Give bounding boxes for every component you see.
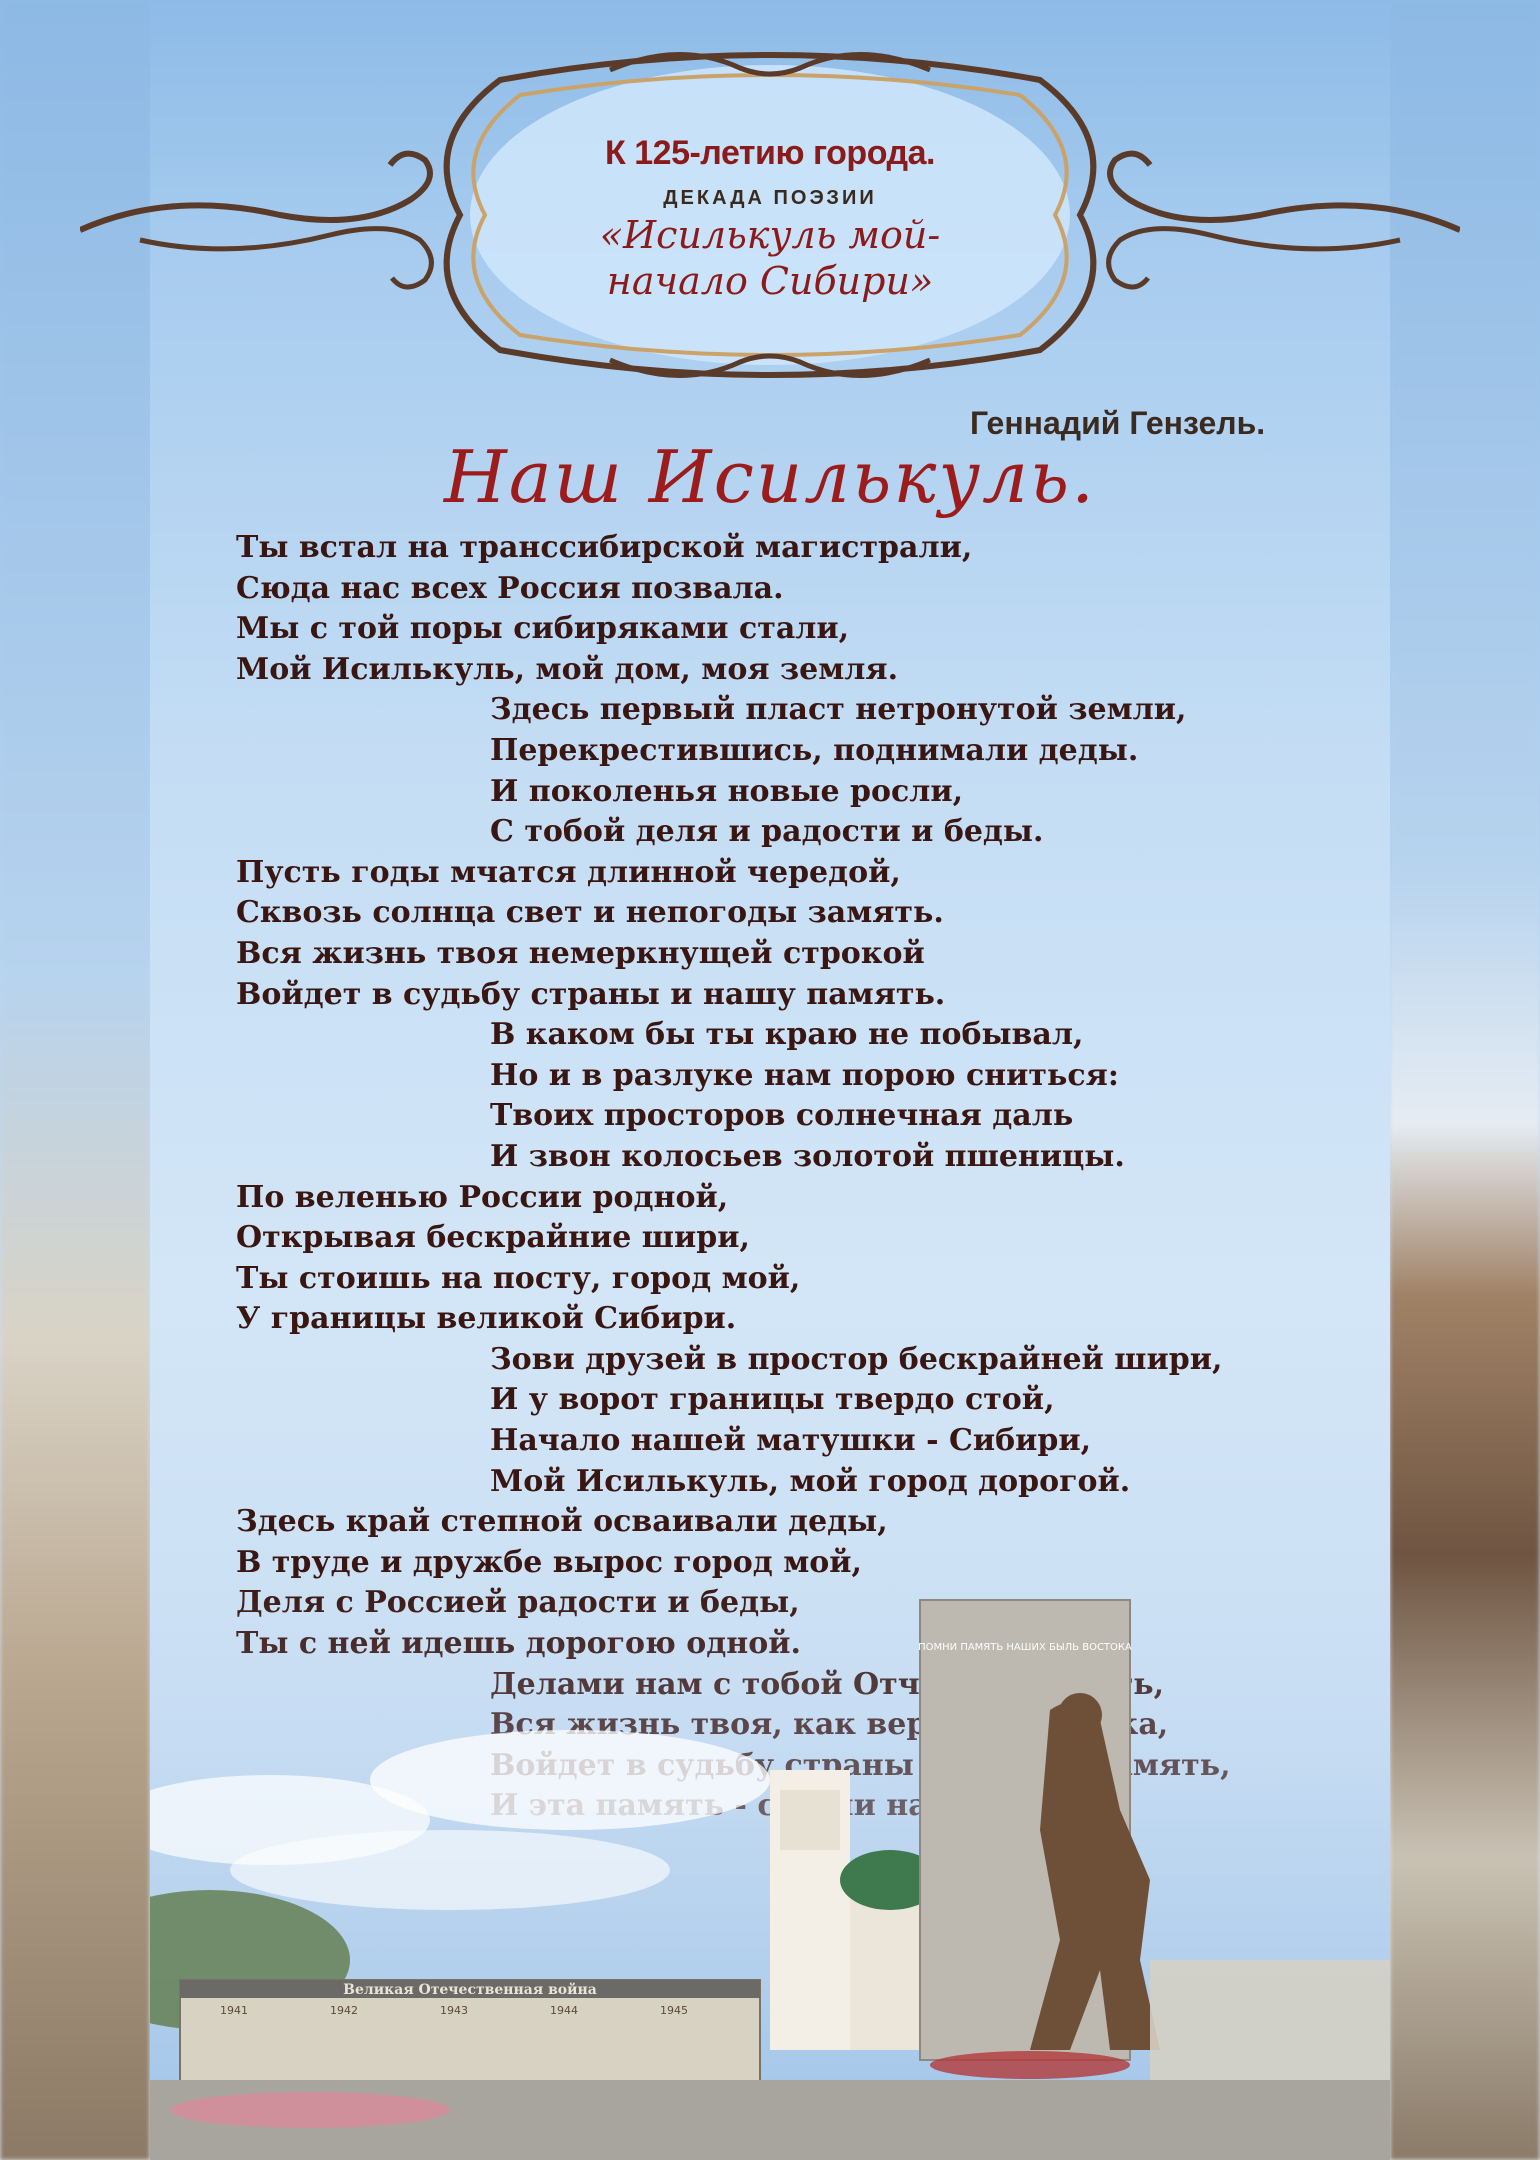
- memorial-plaque-text: ПОМНИ ПАМЯТЬ НАШИХ БЫЛЬ ВОСТОКА: [918, 1642, 1132, 1653]
- poem-title: Наш Исилькуль.: [443, 435, 1097, 519]
- header-plaque: [530, 120, 1010, 340]
- poem-line: Ты встал на транссибирской магистрали,: [236, 530, 973, 565]
- author-name: Геннадий Гензель.: [970, 405, 1266, 441]
- poem-line: Ты стоишь на посту, город мой,: [236, 1260, 801, 1296]
- memorial-year: 1944: [550, 2004, 578, 2017]
- poem-line: Твоих просторов солнечная даль: [490, 1098, 1074, 1134]
- poem-line: Открывая бескрайние шири,: [236, 1220, 750, 1256]
- memorial-year: 1943: [440, 2004, 468, 2017]
- event-title-line1: «Исилькуль мой-: [599, 213, 941, 257]
- memorial-banner-text: Великая Отечественная война: [343, 1982, 597, 1998]
- poem-line: Вся жизнь твоя немеркнущей строкой: [236, 935, 925, 971]
- poem-line: Мой Исилькуль, мой город дорогой.: [490, 1463, 1131, 1499]
- poem-line: И у ворот границы твердо стой,: [490, 1382, 1055, 1418]
- memorial-year: 1942: [330, 2004, 358, 2017]
- poem-line: Сюда нас всех Россия позвала.: [236, 570, 784, 606]
- anniversary-heading: К 125-летию города.: [605, 134, 935, 172]
- event-title-line2: начало Сибири»: [606, 259, 934, 303]
- poem-line: И звон колосьев золотой пшеницы.: [490, 1138, 1125, 1174]
- poem-line: С тобой деля и радости и беды.: [490, 814, 1044, 850]
- poem-line: Сквозь солнца свет и непогоды замять.: [236, 895, 944, 931]
- poem-line: Перекрестившись, поднимали деды.: [490, 732, 1139, 768]
- memorial-year: 1941: [220, 2004, 248, 2017]
- poem-line: В труде и дружбе вырос город мой,: [236, 1544, 863, 1580]
- poetry-decade-label: ДЕКАДА ПОЭЗИИ: [663, 187, 877, 209]
- poem-line: У границы великой Сибири.: [236, 1301, 737, 1337]
- memorial-scene: [150, 1580, 1390, 2160]
- poem-line: И поколенья новые росли,: [490, 773, 964, 809]
- poem-line: Здесь первый пласт нетронутой земли,: [490, 692, 1187, 728]
- poem-line: По веленью России родной,: [236, 1179, 729, 1215]
- poem-line: Мой Исилькуль, мой дом, моя земля.: [236, 651, 899, 687]
- poem-line: В каком бы ты краю не побывал,: [490, 1017, 1084, 1053]
- memorial-year: 1945: [660, 2004, 688, 2017]
- poem-line: Зови друзей в простор бескрайней шири,: [490, 1341, 1223, 1377]
- poem-line: Пусть годы мчатся длинной чередой,: [236, 854, 901, 890]
- poem-line: Но и в разлуке нам порою сниться:: [490, 1057, 1119, 1093]
- poem-line: Начало нашей матушки - Сибири,: [490, 1423, 1092, 1459]
- poem-line: Войдет в судьбу страны и нашу память.: [236, 976, 946, 1012]
- poem-line: Мы с той поры сибиряками стали,: [236, 611, 850, 647]
- poem-line: Здесь край степной осваивали деды,: [236, 1504, 888, 1540]
